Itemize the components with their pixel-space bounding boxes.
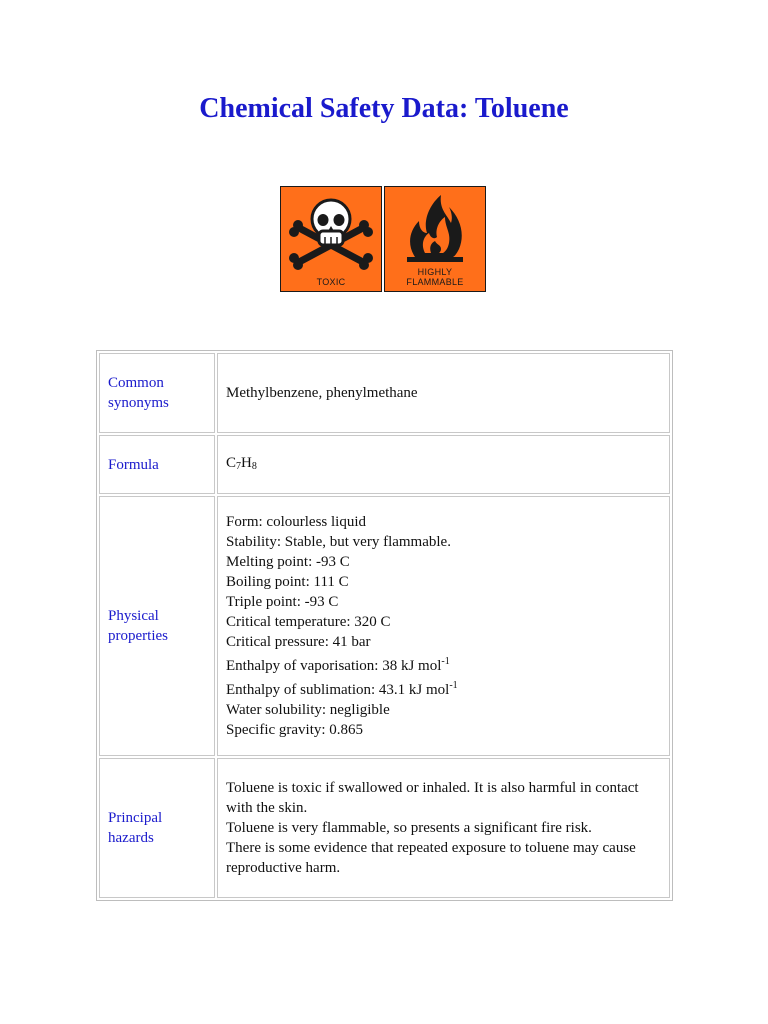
property-line: Water solubility: negligible xyxy=(226,702,390,718)
flammable-hazard-sign xyxy=(384,186,486,292)
table-row-formula xyxy=(99,435,670,494)
toxic-label: TOXIC xyxy=(316,277,346,287)
row-value-formula: $C_7H_8$ xyxy=(217,435,670,494)
row-value-synonyms: Methylbenzene, phenylmethane xyxy=(217,353,670,433)
row-key-synonyms: Common synonyms xyxy=(99,353,215,433)
row-key-physical-properties: Physical properties xyxy=(99,496,215,756)
hazard-line: Toluene is very flammable, so presents a significant fire risk. xyxy=(226,820,592,836)
property-line: Enthalpy of sublimation: 43.1 kJ mol$^{-1}$ xyxy=(226,680,458,698)
property-line: Triple point: -93 C xyxy=(226,594,339,610)
property-line: Enthalpy of vaporisation: 38 kJ mol$^{-1}$ xyxy=(226,656,450,674)
property-line: Boiling point: 111 C xyxy=(226,574,349,590)
property-line: Specific gravity: 0.865 xyxy=(226,722,364,738)
hazard-line: There is some evidence that repeated exposure to toluene may cause reproductive harm. xyxy=(226,840,636,876)
row-value-principal-hazards xyxy=(217,758,670,898)
flammable-label: HIGHLY FLAMMABLE xyxy=(406,267,464,287)
table-row-physical-properties xyxy=(99,496,670,756)
page-title: Chemical Safety Data: Toluene xyxy=(199,93,569,124)
table-row-principal-hazards xyxy=(99,758,670,898)
safety-data-table xyxy=(96,350,673,901)
property-line: Form: colourless liquid xyxy=(226,514,366,530)
hazard-symbols xyxy=(280,186,488,294)
table-row-synonyms xyxy=(99,353,670,433)
property-line: Melting point: -93 C xyxy=(226,554,350,570)
skull-crossbones-icon xyxy=(281,187,381,291)
toxic-hazard-sign xyxy=(280,186,382,292)
row-key-principal-hazards: Principal hazards xyxy=(99,758,215,898)
property-line: Critical pressure: 41 bar xyxy=(226,634,371,650)
property-line: Stability: Stable, but very flammable. xyxy=(226,534,451,550)
row-value-physical-properties xyxy=(217,496,670,756)
property-line: Critical temperature: 320 C xyxy=(226,614,391,630)
hazard-line: Toluene is toxic if swallowed or inhaled. It is also harmful in contact with the skin. xyxy=(226,780,639,816)
row-key-formula: Formula xyxy=(99,435,215,494)
